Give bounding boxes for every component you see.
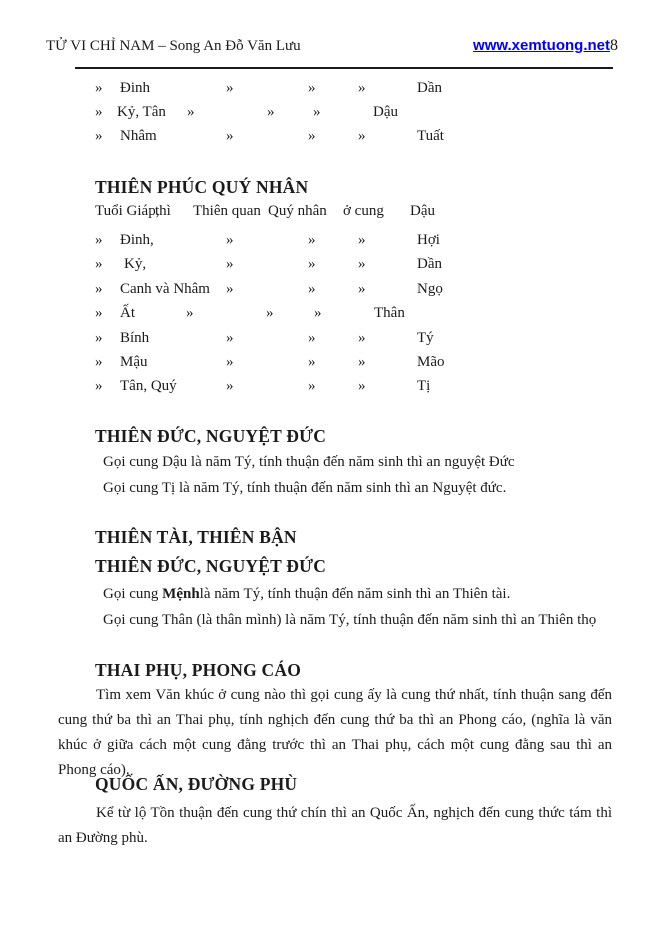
row-cell: Thiên quan: [193, 203, 261, 219]
ditto-mark: »: [95, 378, 103, 394]
ditto-mark: »: [358, 232, 366, 248]
table-row: [0, 203, 669, 223]
ditto-mark: »: [358, 256, 366, 272]
section-heading-thai-phu: THAI PHỤ, PHONG CÁO: [95, 660, 302, 680]
row-cell: Ất: [120, 305, 135, 321]
ditto-mark: »: [95, 281, 103, 297]
text-line: Gọi cung Dậu là năm Tý, tính thuận đến năm sinh thì an nguyệt Đức: [103, 454, 515, 470]
row-cell: Tị: [417, 378, 431, 394]
row-cell: Kỷ, Tân: [117, 104, 166, 120]
row-cell: Kỷ,: [124, 256, 147, 272]
ditto-mark: »: [95, 305, 103, 321]
section-heading-quoc-an: QUỐC ẤN, ĐƯỜNG PHÙ: [95, 774, 298, 794]
row-cell: Dần: [417, 256, 442, 272]
header-title: TỬ VI CHỈ NAM – Song An Đỗ Văn Lưu: [46, 38, 301, 54]
table-row: [0, 128, 669, 148]
ditto-mark: »: [186, 305, 194, 321]
text-line: [103, 586, 510, 603]
row-cell: Canh và Nhâm: [120, 281, 210, 297]
section-heading-thien-duc-2: THIÊN ĐỨC, NGUYỆT ĐỨC: [95, 556, 327, 576]
section-heading-thien-phuc: THIÊN PHÚC QUÝ NHÂN: [95, 177, 309, 197]
row-cell: Đinh: [120, 80, 150, 96]
ditto-mark: »: [95, 232, 103, 248]
ditto-mark: »: [226, 354, 234, 370]
ditto-mark: »: [308, 80, 316, 96]
ditto-mark: »: [308, 354, 316, 370]
paragraph-quoc-an: Kể từ lộ Tồn thuận đến cung thứ chín thì an Quốc Ấn, nghịch đến cung thức tám thì an Đường phù.: [58, 805, 612, 846]
ditto-mark: »: [308, 330, 316, 346]
ditto-mark: »: [95, 104, 103, 120]
row-cell: Tuổi Giáp,: [95, 203, 160, 219]
row-cell: Tân, Quý: [120, 378, 177, 394]
row-cell: thì: [155, 203, 171, 219]
section-heading-thien-tai: THIÊN TÀI, THIÊN BẬN: [95, 527, 297, 547]
site-link[interactable]: www.xemtuong.net: [473, 37, 610, 54]
ditto-mark: »: [95, 80, 103, 96]
table-row: [0, 354, 669, 374]
table-row: [0, 256, 669, 276]
ditto-mark: »: [358, 330, 366, 346]
ditto-mark: »: [95, 330, 103, 346]
table-row: [0, 232, 669, 252]
row-cell: Ngọ: [417, 281, 443, 297]
text-line: Gọi cung Tị là năm Tý, tính thuận đến năm sinh thì an Nguyệt đức.: [103, 480, 507, 496]
table-row: [0, 104, 669, 124]
row-cell: Nhâm: [120, 128, 157, 144]
row-cell: Đinh,: [120, 232, 154, 248]
page-number: 8: [610, 37, 618, 54]
ditto-mark: »: [187, 104, 195, 120]
ditto-mark: »: [358, 80, 366, 96]
ditto-mark: »: [358, 354, 366, 370]
row-cell: Mão: [417, 354, 445, 370]
ditto-mark: »: [358, 128, 366, 144]
ditto-mark: »: [358, 281, 366, 297]
text-line: Gọi cung Thân (là thân mình) là năm Tý, tính thuận đến năm sinh thì an Thiên thọ: [103, 612, 597, 628]
ditto-mark: »: [226, 281, 234, 297]
row-cell: Thân: [374, 305, 405, 321]
ditto-mark: »: [358, 378, 366, 394]
row-cell: ở cung: [343, 203, 384, 219]
row-cell: Dần: [417, 80, 442, 96]
ditto-mark: »: [308, 281, 316, 297]
ditto-mark: »: [226, 80, 234, 96]
ditto-mark: »: [226, 256, 234, 272]
row-cell: Hợi: [417, 232, 440, 248]
row-cell: Mậu: [120, 354, 148, 370]
table-row: [0, 378, 669, 398]
ditto-mark: »: [226, 232, 234, 248]
text-segment: là năm Tý, tính thuận đến năm sinh thì an Thiên tài.: [199, 586, 511, 602]
section-heading-thien-duc: THIÊN ĐỨC, NGUYỆT ĐỨC: [95, 426, 327, 446]
ditto-mark: »: [267, 104, 275, 120]
ditto-mark: »: [226, 330, 234, 346]
ditto-mark: »: [266, 305, 274, 321]
row-cell: Dậu: [410, 203, 435, 219]
ditto-mark: »: [314, 305, 322, 321]
text-segment: Gọi cung: [103, 586, 163, 602]
header-right: [473, 37, 618, 55]
ditto-mark: »: [308, 256, 316, 272]
ditto-mark: »: [95, 128, 103, 144]
ditto-mark: »: [226, 378, 234, 394]
row-cell: Tý: [417, 330, 434, 346]
row-cell: Dậu: [373, 104, 398, 120]
paragraph-thai-phu: Tìm xem Văn khúc ở cung nào thì gọi cung ấy là cung thứ nhất, tính thuận sang đến cung thứ ba thì an Thai phụ, tính nghịch đến cung thứ ba thì an Phong cáo, (nghĩa là văn khúc ở giữa cách một cung đằng trước thì an Thai phụ, cách một cung đằng sau thì an Phong cáo).: [58, 687, 612, 778]
ditto-mark: »: [313, 104, 321, 120]
ditto-mark: »: [308, 128, 316, 144]
row-cell: Tuất: [417, 128, 444, 144]
text-segment-bold: Mệnh: [162, 586, 200, 602]
ditto-mark: »: [95, 354, 103, 370]
table-row: [0, 80, 669, 100]
ditto-mark: »: [226, 128, 234, 144]
row-cell: Quý nhân: [268, 203, 327, 219]
header-rule: [75, 67, 613, 69]
table-row: [0, 281, 669, 301]
ditto-mark: »: [308, 378, 316, 394]
row-cell: Bính: [120, 330, 150, 346]
table-row: [0, 305, 669, 325]
table-row: [0, 330, 669, 350]
ditto-mark: »: [95, 256, 103, 272]
ditto-mark: »: [308, 232, 316, 248]
